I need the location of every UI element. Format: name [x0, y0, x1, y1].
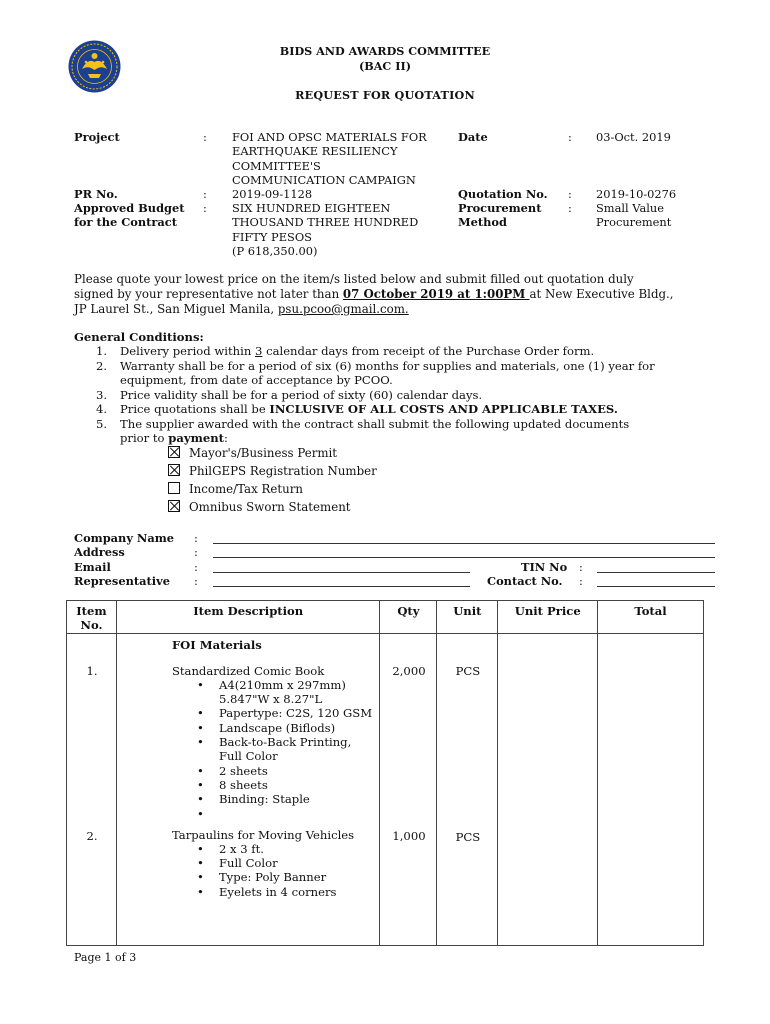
instructions-paragraph: Please quote your lowest price on the item/s listed below and submit filled out quotation duly signed by your representative not later than 07 October 2019 at 1:00PM at New Executive Bldg., JP Laurel St., San Miguel Manila, psu.pcoo@gmail.com. [74, 272, 674, 316]
spec-bullet: • 2 x 3 ft. [172, 842, 424, 856]
condition-item: 2. Warranty shall be for a period of six (6) months for supplies and materials, one (1) year for equipment, from date of acceptance by PCOO. [96, 358, 655, 387]
condition-item: 3. Price validity shall be for a period of sixty (60) calendar days. [96, 387, 483, 402]
pr-value: 2019-09-1128 [232, 187, 313, 201]
checkbox[interactable] [168, 482, 180, 494]
address-label: Address [74, 545, 125, 559]
checkbox[interactable] [168, 464, 180, 476]
project-label: Project [74, 130, 120, 144]
condition-item: 4. Price quotations shall be INCLUSIVE OF ALL COSTS AND APPLICABLE TAXES. [96, 402, 618, 416]
colon: : [568, 130, 572, 144]
colon: : [194, 574, 198, 588]
spec-bullet: • Eyelets in 4 corners [172, 885, 424, 899]
quotation-value: 2019-10-0276 [596, 187, 677, 201]
document-checkbox-item[interactable]: Mayor's/Business Permit [168, 446, 337, 460]
condition-item: 1. Delivery period within 3 calendar days from receipt of the Purchase Order form. [96, 344, 595, 358]
item-description: Tarpaulins for Moving Vehicles • 2 x 3 ft. • Full Color • Type: Poly Banner • Eyelets in 4 corners [172, 828, 424, 899]
tin-field[interactable] [597, 572, 715, 573]
colon: : [579, 574, 583, 588]
document-title: REQUEST FOR QUOTATION [295, 88, 475, 102]
company-name-field[interactable] [213, 543, 715, 544]
table-row [67, 633, 704, 945]
colon: : [568, 201, 572, 215]
company-name-label: Company Name [74, 531, 175, 545]
item-number: 1. [86, 663, 98, 678]
col-description: Item Description [116, 601, 380, 634]
procurement-value: Small Value Procurement [596, 201, 672, 230]
table-header-row [67, 601, 704, 634]
conditions-heading: General Conditions: [74, 330, 204, 344]
item-description: Standardized Comic Book • A4(210mm x 297mm) 5.847"W x 8.27"L • Papertype: C2S, 120 GSM • Landscape (Biflods) • Back-to-Back Printing, Full Color • 2 sheets • 8 sheets • Binding: Staple • [172, 664, 424, 821]
total-cell[interactable] [598, 633, 704, 945]
spec-bullet: • Back-to-Back Printing, Full Color [172, 735, 377, 764]
spec-bullet: • Full Color [172, 856, 424, 870]
project-value: FOI AND OPSC MATERIALS FOR EARTHQUAKE RESILIENCY COMMITTEE'S COMMUNICATION CAMPAIGN [232, 130, 427, 187]
email-link[interactable]: psu.pcoo@gmail.com. [277, 302, 409, 316]
contact-label: Contact No. [487, 574, 563, 588]
colon: : [203, 201, 207, 215]
conditions-list [74, 344, 714, 446]
spec-bullet: • A4(210mm x 297mm) 5.847"W x 8.27"L [172, 678, 377, 707]
item-qty: 2,000 [392, 663, 426, 678]
col-qty: Qty [380, 601, 437, 634]
items-table [66, 600, 704, 946]
col-item-no: Item No. [67, 601, 117, 634]
item-unit: PCS [455, 829, 481, 844]
colon: : [568, 187, 572, 201]
item-qty: 1,000 [392, 828, 426, 843]
col-unit-price: Unit Price [498, 601, 598, 634]
date-label: Date [458, 130, 488, 144]
spec-bullet: • Type: Poly Banner [172, 870, 424, 884]
tin-label: TIN No [521, 560, 568, 574]
address-field[interactable] [213, 557, 715, 558]
spec-bullet [172, 807, 377, 821]
procurement-label: Procurement Method [458, 201, 542, 230]
checkbox[interactable] [168, 500, 180, 512]
spec-bullet: • Papertype: C2S, 120 GSM [172, 706, 377, 720]
document-checkbox-item[interactable]: PhilGEPS Registration Number [168, 464, 377, 478]
contact-field[interactable] [597, 586, 715, 587]
col-total: Total [598, 601, 704, 634]
document-checkbox-item[interactable]: Omnibus Sworn Statement [168, 500, 351, 514]
budget-label: Approved Budget for the Contract [74, 201, 185, 230]
spec-bullet: • 2 sheets [172, 764, 377, 778]
spec-bullet: • Binding: Staple [172, 792, 377, 806]
unit-price-cell[interactable] [498, 633, 598, 945]
col-unit: Unit [437, 601, 498, 634]
deadline: 07 October 2019 at 1:00PM [342, 287, 530, 301]
item-unit: PCS [455, 663, 481, 678]
condition-item: 5. The supplier awarded with the contract shall submit the following updated documents prior to payment: [96, 416, 630, 445]
item-number: 2. [86, 828, 98, 843]
colon: : [194, 560, 198, 574]
budget-value: SIX HUNDRED EIGHTEEN THOUSAND THREE HUNDRED FIFTY PESOS (P 618,350.00) [232, 201, 419, 258]
committee-abbreviation: (BAC II) [359, 59, 411, 73]
date-value: 03-Oct. 2019 [596, 130, 671, 144]
colon: : [194, 531, 198, 545]
spec-bullet: • Landscape (Biflods) [172, 721, 377, 735]
representative-field[interactable] [213, 586, 470, 587]
pr-label: PR No. [74, 187, 118, 201]
section-heading: FOI Materials [171, 637, 262, 652]
quotation-label: Quotation No. [458, 187, 548, 201]
colon: : [194, 545, 198, 559]
page-number: Page 1 of 3 [74, 951, 137, 964]
colon: : [203, 130, 207, 144]
document-checkbox-item[interactable]: Income/Tax Return [168, 482, 303, 496]
colon: : [203, 187, 207, 201]
spec-bullet: • 8 sheets [172, 778, 377, 792]
email-field[interactable] [213, 572, 470, 573]
representative-label: Representative [74, 574, 170, 588]
checkbox[interactable] [168, 446, 180, 458]
committee-name: BIDS AND AWARDS COMMITTEE [279, 44, 491, 58]
email-label: Email [74, 560, 111, 574]
colon: : [579, 560, 583, 574]
